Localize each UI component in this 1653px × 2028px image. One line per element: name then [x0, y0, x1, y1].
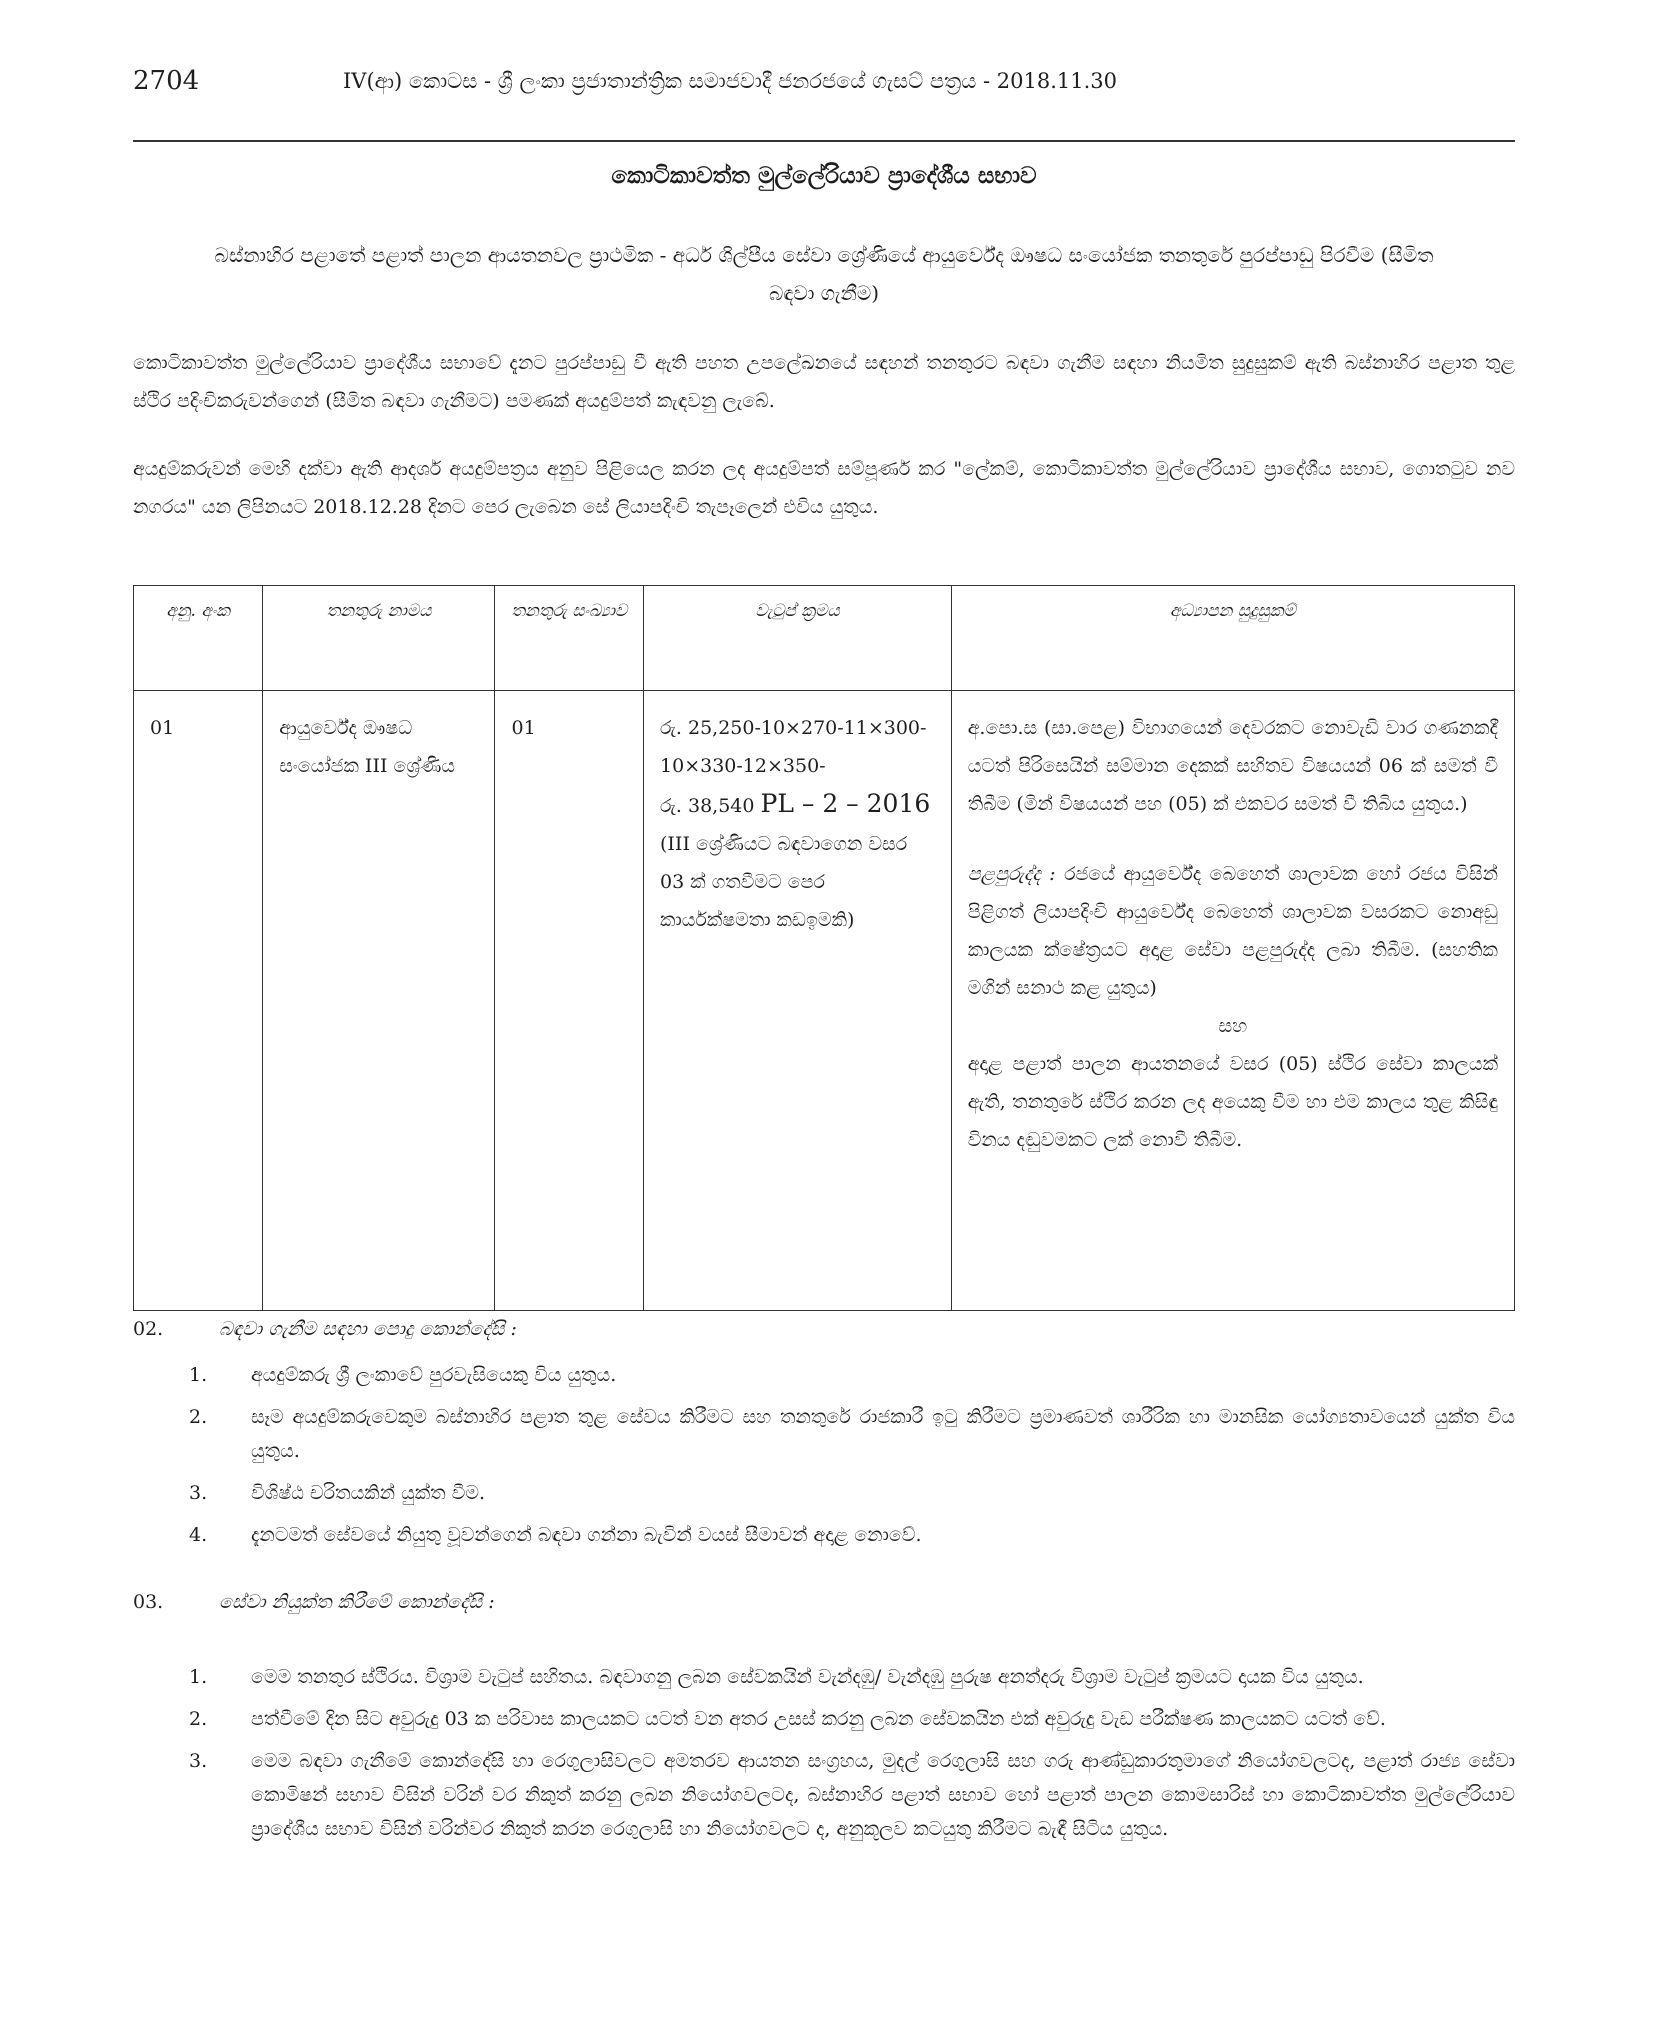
list-item: 3. විශිෂ්ඨ චරිතයකින් යුක්ත වීම.: [189, 1482, 486, 1504]
education-requirement: අ.පො.ස (සා.පෙළ) විභාගයෙන් දෙවරකට නොවැඩි වාර ගණනකදී යටත් පිරිසෙයින් සම්මාන දෙකක් සහිතව විෂයයන් 06 ක් සමත් වී තිබීම (මින් විෂයයන් පහ (05) ක් එකවර සමත් වී තිබිය යුතුය.): [967, 717, 1498, 815]
salary-code: PL – 2 – 2016: [760, 789, 931, 818]
application-instructions: අයදුම්කරුවන් මෙහි දක්වා ඇති ආදර්ශ අයදුම්පත්‍රය අනුව පිළියෙල කරන ලද අයදුම්පත් සම්පූර්ණ කර "ලේකම්, කොටිකාවත්ත මුල්ලේරියාව ප්‍රාදේශීය සභාව, ගොතටුව නව නගරය" යන ලිපිනයට 2018.12.28 දිනට පෙර ලැබෙන සේ ලියාපදිංචි තැපෑලෙන් එවිය යුතුය.: [133, 458, 1515, 518]
notice-title: කොටිකාවත්ත මුල්ලේරියාව ප්‍රාදේශීය සභාව: [611, 162, 1037, 189]
header-qualifications: අධ්‍යාපන සුදුසුකම්: [951, 586, 1514, 691]
table-header-row: [134, 586, 1515, 691]
header-serial: අනු. අංක: [134, 586, 263, 691]
section-03-number: 03.: [133, 1591, 164, 1613]
header-post-name: තනතුරු නාමය: [263, 586, 495, 691]
list-item: 1. අයදුම්කරු ශ්‍රී ලංකාවේ පුරවැසියෙකු විය යුතුය.: [189, 1364, 617, 1386]
cell-vacancies: 01: [495, 691, 644, 1311]
notice-subtitle: බස්නාහිර පළාතේ පළාත් පාලන ආයතනවල ප්‍රාථමික - අර්ධ ශිල්පීය සේවා ශ්‍රේණියේ ආයුර්වේද ඖෂධ සංයෝජක තනතුරේ පුරප්පාඩු පිරවීම (සීමිත බඳවා ගැනීම): [214, 243, 1434, 305]
salary-range: රු. 25,250-10×270-11×300-10×330-12×350-: [660, 717, 927, 777]
service-condition: අදාළ පළාත් පාලන ආයතනයේ වසර (05) ස්ථිර සේවා කාලයක් ඇති, තනතුරේ ස්ථිර කරන ලද අයෙකු වීම හා එම කාලය තුළ කිසිඳු විනය දඬුවමකට ලක් නොවී තිබීම.: [967, 1053, 1498, 1151]
page-number: 2704: [133, 66, 200, 96]
cell-qualifications: [951, 691, 1514, 1311]
cell-serial: 01: [134, 691, 263, 1311]
list-item: 2. සෑම අයදුම්කරුවෙකුම බස්නාහිර පළාත තුළ සේවය කිරීමට සහ තනතුරේ රාජකාරී ඉටු කිරීමට ප්‍රමාණවත් ශාරීරික හා මානසික යෝග්‍යතාවයෙන් යුක්ත විය යුතුය.: [189, 1406, 1515, 1462]
cell-post-name: ආයුර්වේද ඖෂධ සංයෝජක III ශ්‍රේණිය: [263, 691, 495, 1311]
experience-label: පළපුරුද්ද :: [967, 863, 1056, 885]
employment-conditions-list: [133, 1660, 1515, 1854]
conjunction: සහ: [1218, 1015, 1248, 1037]
cell-salary-scale: [644, 691, 952, 1311]
section-02-title: බඳවා ගැනීම සඳහා පොදු කොන්දේසි :: [219, 1318, 517, 1340]
list-item: 2. පත්වීමේ දින සිට අවුරුදු 03 ක පරිවාස කාලයකට යටත් වන අතර උසස් කරනු ලබන සේවකයින එක් අවුරුදු වැඩ පරීක්ෂණ කාලයකට යටත් වේ.: [189, 1708, 1386, 1730]
experience-requirement: [968, 855, 1498, 1007]
section-03-heading: [133, 1591, 495, 1613]
general-conditions-list: [133, 1358, 1515, 1560]
salary-note: (III ශ්‍රේණියට බඳවාගෙන වසර 03 ක් ගතවීමට පෙර කාර්යක්ෂමතා කඩඉමකි): [660, 833, 908, 931]
section-02-number: 02.: [133, 1318, 164, 1340]
list-item: 3. මෙම බඳවා ගැනීමේ කොන්දේසි හා රෙගුලාසිවලට අමතරව ආයතන සංග්‍රහය, මුදල් රෙගුලාසි සහ ගරු ආණ්ඩුකාරතුමාගේ නියෝගවලටද, පළාත් රාජ්‍ය සේවා කොමිෂන් සභාව විසින් වරින් වර නිකුත් කරනු ලබන නියෝගවලටද, බස්නාහිර පළාත් සභාව හෝ පළාත් පාලන කොමසාරිස් හා කොටිකාවත්ත මුල්ලේරියාව ප්‍රාදේශීය සභාව විසින් වරින්වර නිකුත් කරන රෙගුලාසි හා නියෝගවලට ද, අනුකූලව කටයුතු කිරීමට බැඳී සිටිය යුතුය.: [189, 1750, 1515, 1840]
experience-text: රජයේ ආයුර්වේද බෙහෙත් ශාලාවක හෝ රජය විසින් පිළිගත් ලියාපදිංචි ආයුර්වේද බෙහෙත් ශාලාවක වසරකට නොඅඩු කාලයක ක්ෂේත්‍රයට අදාළ සේවා පළපුරුද්ද ලබා තිබීම. (සහතික මගින් සනාථ කළ යුතුය): [967, 863, 1499, 999]
salary-max-line: [660, 785, 935, 825]
list-item: 1. මෙම තනතුර ස්ථිරය. විශ්‍රාම වැටුප් සහිතය. බඳවාගනු ලබන සේවකයින් වැන්දඹු/ වැන්දඹු පුරුෂ අනත්දරු විශ්‍රාම වැටුප් ක්‍රමයට දායක විය යුතුය.: [189, 1666, 1364, 1688]
intro-paragraph: කොටිකාවත්ත මුල්ලේරියාව ප්‍රාදේශීය සභාවේ දැනට පුරප්පාඩු වී ඇති පහත උපලේඛනයේ සඳහන් තනතුරට බඳවා ගැනීම සඳහා නියමිත සුදුසුකම් ඇති බස්නාහිර පළාත තුළ ස්ථිර පදිංචිකරුවන්ගෙන් (සීමිත බඳවා ගැනීමට) පමණක් අයදුම්පත් කැඳවනු ලැබේ.: [133, 352, 1515, 412]
header-salary-scale: වැටුප් ක්‍රමය: [644, 586, 952, 691]
list-item: 4. දැනටමත් සේවයේ නියුතු වූවන්ගෙන් බඳවා ගන්නා බැවින් වයස් සීමාවන් අදාළ නොවේ.: [189, 1524, 922, 1546]
header-vacancies: තනතුරු සංඛ්‍යාව: [495, 586, 644, 691]
salary-max: රු. 38,540: [660, 795, 755, 817]
header-divider: [133, 140, 1515, 142]
table-row: [134, 691, 1515, 1311]
vacancy-table: [133, 585, 1515, 1311]
section-03-title: සේවා නියුක්ත කිරීමේ කොන්දේසි :: [219, 1591, 495, 1613]
page-header: [133, 66, 1515, 106]
section-02-heading: [133, 1318, 517, 1340]
running-title: IV(ආ) කොටස - ශ්‍රී ලංකා ප්‍රජාතාන්ත්‍රික සමාජවාදී ජනරජයේ ගැසට් පත්‍රය - 2018.11.30: [343, 69, 1117, 93]
